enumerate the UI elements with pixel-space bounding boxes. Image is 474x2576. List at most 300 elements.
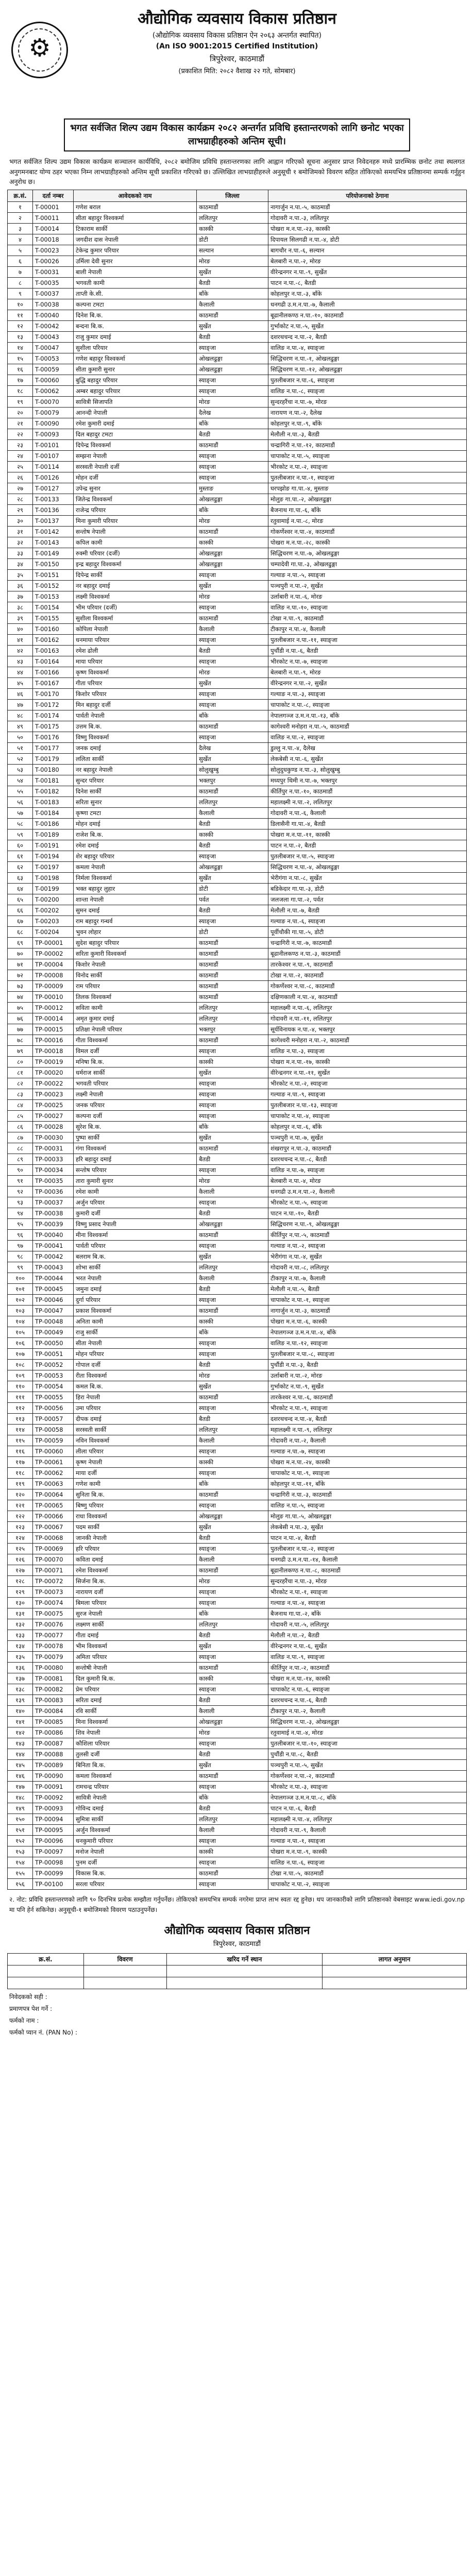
- cell-serial: ३७: [8, 591, 33, 602]
- col-reg-no: दर्ता नम्बर: [33, 190, 74, 202]
- cell-applicant-name: रीता विश्वकर्मा: [74, 1370, 197, 1381]
- cell-serial: २९: [8, 505, 33, 516]
- cell-reg-no: TP-00087: [33, 1738, 74, 1749]
- cell-reg-no: TP-00016: [33, 1035, 74, 1046]
- cell-reg-no: TP-00009: [33, 981, 74, 992]
- cell-reg-no: TP-00008: [33, 970, 74, 981]
- table-row: [8, 451, 467, 462]
- cell-reg-no: T-00175: [33, 721, 74, 732]
- cell-applicant-name: जनक परियार: [74, 1100, 197, 1111]
- cell-serial: ११४: [8, 1425, 33, 1435]
- cell-reg-no: TP-00067: [33, 1522, 74, 1533]
- cell-district: बाँके: [197, 418, 268, 429]
- cell-project-address: सिद्धिचरण न.पा.-१, ओखलढुङ्गा: [268, 353, 467, 364]
- cell-reg-no: T-00176: [33, 732, 74, 743]
- cell-applicant-name: बन्दना बि.क.: [74, 321, 197, 332]
- table-row: [8, 1846, 467, 1857]
- cell-applicant-name: भीम परियार (दर्जी): [74, 602, 197, 613]
- table-row: [8, 1641, 467, 1652]
- cell-project-address: तारकेश्वर न.पा.-६, काठमाडौं: [268, 1392, 467, 1403]
- cell-project-address: मेलौली न.पा.-५, बैतडी: [268, 1284, 467, 1295]
- cell-district: सुर्खेत: [197, 754, 268, 765]
- cell-reg-no: TP-00089: [33, 1760, 74, 1771]
- cell-reg-no: T-00133: [33, 494, 74, 505]
- cell-project-address: उर्लाबारी न.पा.-६, मोरङ: [268, 591, 467, 602]
- cell-reg-no: TP-00082: [33, 1684, 74, 1695]
- cell-project-address: पोखरा म.न.पा.-२४, कास्की: [268, 1457, 467, 1468]
- cell-reg-no: TP-00028: [33, 1122, 74, 1132]
- table-row: [8, 981, 467, 992]
- table-row: [8, 1360, 467, 1370]
- cell-reg-no: TP-00084: [33, 1706, 74, 1717]
- table-row: [8, 1143, 467, 1154]
- cell-project-address: गल्याङ न.पा.-६, स्याङ्जा: [268, 916, 467, 927]
- table-row: [8, 591, 467, 602]
- table-row: [8, 1425, 467, 1435]
- cell-applicant-name: अनिता कामी: [74, 1316, 197, 1327]
- cell-applicant-name: लक्ष्मण सार्की: [74, 1619, 197, 1630]
- cell-project-address: सिद्धिचरण न.पा.-४, ओखलढुङ्गा: [268, 862, 467, 873]
- cell-applicant-name: सावित्री सिजापति: [74, 397, 197, 408]
- annex-cell: [8, 1965, 84, 1977]
- cell-district: ओखलढुङ्गा: [197, 559, 268, 570]
- cell-reg-no: TP-00072: [33, 1576, 74, 1587]
- cell-reg-no: TP-00063: [33, 1479, 74, 1489]
- table-row: [8, 1046, 467, 1057]
- cell-serial: ९६: [8, 1230, 33, 1241]
- cell-reg-no: T-00040: [33, 310, 74, 321]
- cell-serial: ७९: [8, 1046, 33, 1057]
- cell-applicant-name: नविन विश्वकर्मा: [74, 1435, 197, 1446]
- cell-project-address: भीरकोट न.पा.-३, स्याङ्जा: [268, 1782, 467, 1792]
- beneficiary-table: [7, 190, 467, 1890]
- cell-project-address: गल्याङ न.पा.-१, स्याङ्जा: [268, 1836, 467, 1846]
- cell-project-address: गल्याङ न.पा.-९, स्याङ्जा: [268, 1089, 467, 1100]
- table-row: [8, 689, 467, 700]
- cell-applicant-name: तिलक विश्वकर्मा: [74, 992, 197, 1003]
- table-row: [8, 462, 467, 472]
- cell-district: काठमाडौं: [197, 1035, 268, 1046]
- table-row: [8, 1544, 467, 1554]
- cell-serial: १३४: [8, 1641, 33, 1652]
- table-row: [8, 1435, 467, 1446]
- cell-district: बैतडी: [197, 646, 268, 656]
- cell-project-address: दशरथचन्द न.पा.-४, बैतडी: [268, 1414, 467, 1425]
- cell-serial: १०: [8, 299, 33, 310]
- annex-title: औद्योगिक व्यवसाय विकास प्रतिष्ठान: [164, 1924, 310, 1937]
- cell-district: बैतडी: [197, 1749, 268, 1760]
- cell-reg-no: T-00162: [33, 635, 74, 646]
- cell-district: काठमाडौं: [197, 527, 268, 537]
- cell-reg-no: T-00191: [33, 840, 74, 851]
- cell-applicant-name: सिर्जना बि.क.: [74, 1576, 197, 1587]
- cell-project-address: वालिङ न.पा.-७, स्याङ्जा: [268, 1165, 467, 1176]
- cell-serial: २४: [8, 451, 33, 462]
- cell-applicant-name: गीता परियार: [74, 678, 197, 689]
- cell-serial: १३५: [8, 1652, 33, 1663]
- cell-reg-no: T-00172: [33, 700, 74, 710]
- cell-district: स्याङ्जा: [197, 1338, 268, 1349]
- cell-applicant-name: रमेश कामी: [74, 1187, 197, 1197]
- cell-serial: १२९: [8, 1587, 33, 1598]
- cell-applicant-name: टिकाराम सार्की: [74, 224, 197, 234]
- cell-reg-no: TP-00074: [33, 1598, 74, 1608]
- cell-applicant-name: जगदीश दास नेपाली: [74, 234, 197, 245]
- cell-district: मोरङ: [197, 591, 268, 602]
- cell-applicant-name: हरि बहादुर दमाई: [74, 1154, 197, 1165]
- table-row: [8, 1565, 467, 1576]
- table-row: [8, 418, 467, 429]
- cell-reg-no: TP-00056: [33, 1403, 74, 1414]
- cell-reg-no: TP-00075: [33, 1608, 74, 1619]
- cell-applicant-name: मोहन दर्जी: [74, 472, 197, 483]
- cell-project-address: डुल्लु न.पा.-४, दैलेख: [268, 743, 467, 754]
- cell-serial: ३०: [8, 516, 33, 527]
- cell-district: स्याङ्जा: [197, 851, 268, 862]
- cell-serial: १०३: [8, 1306, 33, 1316]
- cell-applicant-name: सन्तोष परियार: [74, 1165, 197, 1176]
- table-row: [8, 310, 467, 321]
- cell-project-address: मोलुङ गा.पा.-२, ओखलढुङ्गा: [268, 494, 467, 505]
- cell-serial: ६०: [8, 840, 33, 851]
- cell-serial: ६६: [8, 905, 33, 916]
- cell-reg-no: TP-00069: [33, 1544, 74, 1554]
- cell-reg-no: T-00177: [33, 743, 74, 754]
- cell-serial: १५५: [8, 1868, 33, 1879]
- cell-district: डोटी: [197, 927, 268, 938]
- cell-reg-no: T-00126: [33, 472, 74, 483]
- cell-serial: १४९: [8, 1803, 33, 1814]
- cell-project-address: वालिङ न.पा.-५, स्याङ्जा: [268, 1500, 467, 1511]
- table-row: [8, 1403, 467, 1414]
- cell-serial: १२६: [8, 1554, 33, 1565]
- cell-project-address: धनगढी उ.म.न.पा.-१४, कैलाली: [268, 1554, 467, 1565]
- cell-district: कास्की: [197, 1057, 268, 1067]
- table-row: [8, 1370, 467, 1381]
- cell-applicant-name: दिल बहादुर टमटा: [74, 429, 197, 440]
- annex-col-place: खरिद गर्ने स्थान: [166, 1953, 322, 1965]
- table-row: [8, 1089, 467, 1100]
- table-row: [8, 862, 467, 873]
- cell-reg-no: TP-00090: [33, 1771, 74, 1782]
- cell-project-address: भीरकोट न.पा.-२, स्याङ्जा: [268, 462, 467, 472]
- cell-reg-no: T-00194: [33, 851, 74, 862]
- annex-cell: [323, 1965, 467, 1977]
- cell-applicant-name: गणेश बहादुर विश्वकर्मा: [74, 353, 197, 364]
- cell-reg-no: TP-00088: [33, 1749, 74, 1760]
- annex-row: [8, 1977, 467, 1989]
- cell-applicant-name: किशोर नेपाली: [74, 959, 197, 970]
- cell-serial: १३३: [8, 1630, 33, 1641]
- cell-applicant-name: उत्तम बि.क.: [74, 721, 197, 732]
- cell-project-address: भीरकोट न.पा.-९, स्याङ्जा: [268, 1403, 467, 1414]
- cell-district: कास्की: [197, 1673, 268, 1684]
- table-row: [8, 1176, 467, 1187]
- cell-district: बैतडी: [197, 1154, 268, 1165]
- cell-applicant-name: सन्तोषी नेपाली: [74, 1663, 197, 1673]
- cell-project-address: वालिङ न.पा.-६, स्याङ्जा: [268, 1857, 467, 1868]
- cell-applicant-name: राजेश बि.क.: [74, 829, 197, 840]
- table-row: [8, 1057, 467, 1067]
- table-row: [8, 1825, 467, 1836]
- cell-reg-no: T-00166: [33, 667, 74, 678]
- cell-district: ओखलढुङ्गा: [197, 353, 268, 364]
- cell-project-address: चापाकोट न.पा.-६, स्याङ्जा: [268, 1684, 467, 1695]
- cell-district: स्याङ्जा: [197, 1349, 268, 1360]
- table-row: [8, 721, 467, 732]
- cell-project-address: गल्याङ न.पा.-७, स्याङ्जा: [268, 1446, 467, 1457]
- cell-district: ओखलढुङ्गा: [197, 1511, 268, 1522]
- table-row: [8, 1792, 467, 1803]
- cell-serial: १७: [8, 375, 33, 386]
- cell-applicant-name: दिपेन्द्र सार्की: [74, 570, 197, 581]
- cell-applicant-name: धनकुमारी परियार: [74, 1836, 197, 1846]
- cell-project-address: नागार्जुन न.पा.-५, काठमाडौं: [268, 202, 467, 213]
- annex-cell: [83, 1977, 166, 1989]
- cell-applicant-name: कपिल कामी: [74, 537, 197, 548]
- cell-reg-no: T-00160: [33, 624, 74, 635]
- table-row: [8, 678, 467, 689]
- cell-serial: ८७: [8, 1132, 33, 1143]
- cell-district: डोटी: [197, 884, 268, 894]
- cell-serial: ७: [8, 267, 33, 278]
- table-row: [8, 1749, 467, 1760]
- cell-district: स्याङ्जा: [197, 689, 268, 700]
- cell-serial: ५८: [8, 819, 33, 829]
- cell-applicant-name: भरत नेपाली: [74, 1273, 197, 1284]
- cell-district: स्याङ्जा: [197, 1100, 268, 1111]
- cell-project-address: गोदावरी न.पा.-११, ललितपुर: [268, 1013, 467, 1024]
- cell-project-address: वीरेन्द्रनगर न.पा.-११, सुर्खेत: [268, 1067, 467, 1078]
- cell-district: काठमाडौं: [197, 1143, 268, 1154]
- cell-applicant-name: सावित्री नेपाली: [74, 1792, 197, 1803]
- table-row: [8, 1479, 467, 1489]
- table-row: [8, 765, 467, 775]
- table-row: [8, 537, 467, 548]
- cell-applicant-name: सन्तोष नेपाली: [74, 527, 197, 537]
- cell-applicant-name: माया परियार: [74, 656, 197, 667]
- cell-reg-no: TP-00065: [33, 1500, 74, 1511]
- table-row: [8, 570, 467, 581]
- table-row: [8, 1554, 467, 1565]
- cell-serial: ७६: [8, 1013, 33, 1024]
- cell-reg-no: T-00137: [33, 516, 74, 527]
- sign-line-firm-name: फर्मको नाम :: [9, 2016, 39, 2024]
- cell-serial: १५४: [8, 1857, 33, 1868]
- cell-district: सोलुखुम्बु: [197, 765, 268, 775]
- cell-applicant-name: उर्मिला देवी सुनार: [74, 256, 197, 267]
- cell-serial: ९३: [8, 1197, 33, 1208]
- table-row: [8, 1500, 467, 1511]
- cell-project-address: गोकर्णेश्वर न.पा.-८, काठमाडौं: [268, 981, 467, 992]
- cell-applicant-name: आनन्दी नेपाली: [74, 408, 197, 418]
- cell-district: स्याङ्जा: [197, 386, 268, 397]
- cell-applicant-name: सुमित्रा सार्की: [74, 1814, 197, 1825]
- cell-district: काठमाडौं: [197, 613, 268, 624]
- cell-project-address: डिलासैनी गा.पा.-४, बैतडी: [268, 819, 467, 829]
- cell-reg-no: TP-00012: [33, 1003, 74, 1013]
- publish-date: (प्रकाशित मिति: २०८२ वैशाख २२ गते, सोमबार): [178, 67, 296, 75]
- cell-reg-no: T-00179: [33, 754, 74, 765]
- table-row: [8, 1695, 467, 1706]
- cell-applicant-name: सुनिता बि.क.: [74, 1489, 197, 1500]
- cell-serial: २: [8, 213, 33, 224]
- cell-serial: ९८: [8, 1251, 33, 1262]
- cell-project-address: चन्द्रागिरी न.पा.-७, काठमाडौं: [268, 938, 467, 948]
- cell-reg-no: TP-00064: [33, 1489, 74, 1500]
- cell-reg-no: T-00026: [33, 256, 74, 267]
- cell-district: स्याङ्जा: [197, 1295, 268, 1306]
- cell-applicant-name: सरिता दमाई: [74, 1695, 197, 1706]
- cell-serial: १२०: [8, 1489, 33, 1500]
- cell-serial: ६२: [8, 862, 33, 873]
- cell-serial: ८८: [8, 1143, 33, 1154]
- cell-district: बैतडी: [197, 1360, 268, 1370]
- cell-district: काठमाडौं: [197, 1489, 268, 1500]
- annex-col-details: विवरण: [83, 1953, 166, 1965]
- table-row: [8, 516, 467, 527]
- cell-reg-no: TP-00096: [33, 1836, 74, 1846]
- cell-applicant-name: माया दर्जी: [74, 1468, 197, 1479]
- table-row: [8, 1673, 467, 1684]
- table-row: [8, 1284, 467, 1295]
- table-row: [8, 1111, 467, 1122]
- cell-project-address: जलजला गा.पा.-२, पर्वत: [268, 894, 467, 905]
- cell-applicant-name: शिव नेपाली: [74, 1727, 197, 1738]
- cell-serial: १४०: [8, 1706, 33, 1717]
- cell-reg-no: TP-00052: [33, 1360, 74, 1370]
- table-row: [8, 916, 467, 927]
- cell-project-address: मोलुङ गा.पा.-५, ओखलढुङ्गा: [268, 1511, 467, 1522]
- cell-project-address: सुन्दरहरैंचा न.पा.-७, मोरङ: [268, 397, 467, 408]
- cell-district: स्याङ्जा: [197, 700, 268, 710]
- cell-serial: ६४: [8, 884, 33, 894]
- cell-applicant-name: भगवती कामी: [74, 278, 197, 289]
- cell-serial: ११७: [8, 1457, 33, 1468]
- cell-applicant-name: रमेश विश्वकर्मा: [74, 1565, 197, 1576]
- cell-project-address: चन्द्रागिरी न.पा.-३, काठमाडौं: [268, 1489, 467, 1500]
- cell-district: ओखलढुङ्गा: [197, 548, 268, 559]
- cell-reg-no: TP-00014: [33, 1013, 74, 1024]
- cell-district: स्याङ्जा: [197, 462, 268, 472]
- cell-district: काठमाडौं: [197, 1392, 268, 1403]
- cell-serial: ९: [8, 289, 33, 299]
- cell-applicant-name: विनोद सार्की: [74, 970, 197, 981]
- cell-reg-no: T-00043: [33, 332, 74, 343]
- cell-reg-no: T-00200: [33, 894, 74, 905]
- cell-serial: ११५: [8, 1435, 33, 1446]
- cell-applicant-name: सीता नेपाली: [74, 1338, 197, 1349]
- cell-reg-no: TP-00077: [33, 1630, 74, 1641]
- cell-applicant-name: नर बहादुर दमाई: [74, 581, 197, 591]
- cell-district: ललितपुर: [197, 797, 268, 808]
- cell-district: कास्की: [197, 1846, 268, 1857]
- table-row: [8, 1803, 467, 1814]
- cell-project-address: पुतलीबजार न.पा.-१०, स्याङ्जा: [268, 1738, 467, 1749]
- table-row: [8, 494, 467, 505]
- cell-applicant-name: शोभा सार्की: [74, 1262, 197, 1273]
- table-row: [8, 635, 467, 646]
- cell-serial: १२१: [8, 1500, 33, 1511]
- cell-serial: ३: [8, 224, 33, 234]
- cell-serial: ३२: [8, 537, 33, 548]
- cell-project-address: वीरेन्द्रनगर न.पा.-२, सुर्खेत: [268, 678, 467, 689]
- cell-reg-no: TP-00031: [33, 1143, 74, 1154]
- cell-district: बैतडी: [197, 1414, 268, 1425]
- cell-reg-no: TP-00076: [33, 1619, 74, 1630]
- cell-serial: १३: [8, 332, 33, 343]
- cell-district: काठमाडौं: [197, 1868, 268, 1879]
- cell-reg-no: TP-00079: [33, 1652, 74, 1663]
- cell-project-address: पाटन न.पा.-१०, बैतडी: [268, 1208, 467, 1219]
- cell-district: सुर्खेत: [197, 267, 268, 278]
- table-row: [8, 1154, 467, 1165]
- cell-district: सुर्खेत: [197, 1522, 268, 1533]
- cell-district: सुर्खेत: [197, 1641, 268, 1652]
- table-row: [8, 1035, 467, 1046]
- table-row: [8, 959, 467, 970]
- cell-serial: ८: [8, 278, 33, 289]
- cell-project-address: पुतलीबजार न.पा.-१, स्याङ्जा: [268, 472, 467, 483]
- cell-project-address: वालिङ न.पा.-४, स्याङ्जा: [268, 343, 467, 353]
- cell-applicant-name: हरि परियार: [74, 1544, 197, 1554]
- cell-reg-no: TP-00099: [33, 1868, 74, 1879]
- cell-reg-no: T-00053: [33, 353, 74, 364]
- cell-reg-no: T-00153: [33, 591, 74, 602]
- cell-serial: १३२: [8, 1619, 33, 1630]
- table-row: [8, 1576, 467, 1587]
- sign-line-pan: फर्मको प्यान नं. (PAN No) :: [9, 2028, 78, 2036]
- cell-district: मोरङ: [197, 1727, 268, 1738]
- annex-header-row: [8, 1953, 467, 1965]
- cell-serial: ७०: [8, 948, 33, 959]
- cell-district: बाँके: [197, 1479, 268, 1489]
- table-row: [8, 602, 467, 613]
- cell-district: बैतडी: [197, 278, 268, 289]
- cell-applicant-name: इन्द्र बहादुर विश्वकर्मा: [74, 559, 197, 570]
- cell-district: बैतडी: [197, 429, 268, 440]
- cell-serial: १०४: [8, 1316, 33, 1327]
- table-row: [8, 1760, 467, 1771]
- cell-serial: १०९: [8, 1370, 33, 1381]
- cell-serial: ५१: [8, 743, 33, 754]
- cell-applicant-name: प्रतिक्षा नेपाली परियार: [74, 1024, 197, 1035]
- table-row: [8, 472, 467, 483]
- cell-applicant-name: राजेन्द्र परियार: [74, 505, 197, 516]
- cell-serial: १५१: [8, 1825, 33, 1836]
- cell-project-address: गल्याङ न.पा.-५, स्याङ्जा: [268, 570, 467, 581]
- cell-applicant-name: बिष्णु परियार: [74, 1500, 197, 1511]
- cell-applicant-name: कमला विश्वकर्मा: [74, 1771, 197, 1782]
- cell-district: काठमाडौं: [197, 202, 268, 213]
- cell-serial: ८०: [8, 1057, 33, 1067]
- cell-reg-no: TP-00068: [33, 1533, 74, 1544]
- cell-district: कास्की: [197, 1316, 268, 1327]
- cell-district: स्याङ्जा: [197, 1836, 268, 1846]
- cell-reg-no: T-00047: [33, 343, 74, 353]
- cell-applicant-name: ताप्ती के.सी.: [74, 289, 197, 299]
- cell-reg-no: T-00181: [33, 775, 74, 786]
- table-row: [8, 819, 467, 829]
- table-row: [8, 548, 467, 559]
- cell-reg-no: T-00143: [33, 537, 74, 548]
- cell-project-address: सिद्धिचरण न.पा.-९, ओखलढुङ्गा: [268, 1219, 467, 1230]
- cell-project-address: कोहलपुर न.पा.-६, बाँके: [268, 1122, 467, 1132]
- cell-district: सुर्खेत: [197, 678, 268, 689]
- cell-reg-no: T-00204: [33, 927, 74, 938]
- cell-project-address: पाटन न.पा.-४, बैतडी: [268, 1533, 467, 1544]
- cell-project-address: गोदावरी न.पा.-२, कैलाली: [268, 1435, 467, 1446]
